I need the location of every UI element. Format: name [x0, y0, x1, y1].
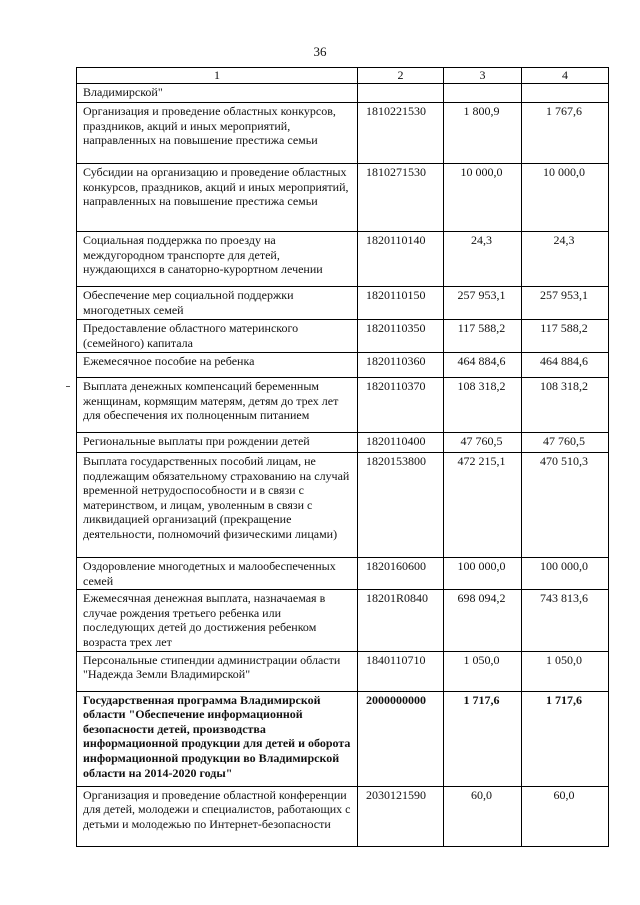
row-value-col4: 470 510,3 [522, 453, 609, 558]
row-description: Персональные стипендии администрации области "Надежда Земли Владимирской" [77, 651, 358, 691]
row-value-col3: 60,0 [444, 786, 522, 846]
row-code: 1820110400 [358, 433, 444, 453]
row-value-col3 [444, 84, 522, 103]
table-row [77, 558, 609, 590]
row-value-col3: 100 000,0 [444, 558, 522, 590]
row-code: 2030121590 [358, 786, 444, 846]
row-value-col3: 1 050,0 [444, 651, 522, 691]
column-header-2: 2 [358, 68, 444, 84]
page-number: 36 [313, 44, 327, 59]
column-header-4: 4 [522, 68, 609, 84]
row-value-col4: 100 000,0 [522, 558, 609, 590]
row-value-col3: 24,3 [444, 232, 522, 287]
table-row [77, 378, 609, 433]
row-description: Организация и проведение областных конкурсов, праздников, акций и иных мероприятий, направленных на повышение престижа семьи [77, 103, 358, 164]
row-code: 1820110140 [358, 232, 444, 287]
budget-table [76, 67, 609, 847]
row-value-col4: 10 000,0 [522, 164, 609, 232]
row-value-col3: 47 760,5 [444, 433, 522, 453]
row-description: Ежемесячное пособие на ребенка [77, 353, 358, 378]
row-code: 1810221530 [358, 103, 444, 164]
table-row [77, 232, 609, 287]
table-row [77, 164, 609, 232]
row-description: Организация и проведение областной конференции для детей, молодежи и специалистов, работающих с детьми и молодежью по Интернет-безопасности [77, 786, 358, 846]
row-description: Оздоровление многодетных и малообеспеченных семей [77, 558, 358, 590]
table-row [77, 287, 609, 320]
row-description: Государственная программа Владимирской области "Обеспечение информационной безопасности детей, производства информационной продукции для детей и оборота информационной продукции во Владимирской области на 2014-2020 годы" [77, 691, 358, 786]
row-description: Социальная поддержка по проезду на междугородном транспорте для детей, нуждающихся в санаторно-курортном лечении [77, 232, 358, 287]
row-code: 1810271530 [358, 164, 444, 232]
row-value-col3: 1 717,6 [444, 691, 522, 786]
row-value-col4: 743 813,6 [522, 590, 609, 651]
row-description: Предоставление областного материнского (семейного) капитала [77, 320, 358, 353]
row-value-col3: 10 000,0 [444, 164, 522, 232]
row-code: 1820153800 [358, 453, 444, 558]
table-row [77, 353, 609, 378]
row-value-col3: 472 215,1 [444, 453, 522, 558]
row-value-col4: 464 884,6 [522, 353, 609, 378]
row-description: Выплата денежных компенсаций беременным женщинам, кормящим матерям, детям до трех лет для обеспечения их полноценным питанием [77, 378, 358, 433]
row-code: 18201R0840 [358, 590, 444, 651]
table-row [77, 691, 609, 786]
table-row [77, 786, 609, 846]
table-row [77, 320, 609, 353]
row-description: Региональные выплаты при рождении детей [77, 433, 358, 453]
row-code: 2000000000 [358, 691, 444, 786]
row-value-col3: 108 318,2 [444, 378, 522, 433]
row-value-col3: 257 953,1 [444, 287, 522, 320]
table-row [77, 433, 609, 453]
row-value-col3: 117 588,2 [444, 320, 522, 353]
row-description: Обеспечение мер социальной поддержки многодетных семей [77, 287, 358, 320]
row-value-col4: 24,3 [522, 232, 609, 287]
row-code: 1820110370 [358, 378, 444, 433]
row-value-col3: 698 094,2 [444, 590, 522, 651]
table-body [77, 84, 609, 847]
row-value-col4: 117 588,2 [522, 320, 609, 353]
table-row [77, 103, 609, 164]
table-header-row [77, 68, 609, 84]
margin-tick-mark [66, 386, 70, 387]
row-value-col4: 47 760,5 [522, 433, 609, 453]
table-row [77, 84, 609, 103]
row-code: 1840110710 [358, 651, 444, 691]
row-code: 1820110360 [358, 353, 444, 378]
row-value-col4: 1 767,6 [522, 103, 609, 164]
row-code: 1820160600 [358, 558, 444, 590]
table-row [77, 590, 609, 651]
row-value-col4: 60,0 [522, 786, 609, 846]
row-value-col4: 1 050,0 [522, 651, 609, 691]
row-description: Субсидии на организацию и проведение областных конкурсов, праздников, акций и иных мероприятий, направленных на повышение престижа семьи [77, 164, 358, 232]
column-header-1: 1 [77, 68, 358, 84]
row-value-col4: 257 953,1 [522, 287, 609, 320]
column-header-3: 3 [444, 68, 522, 84]
row-value-col4: 108 318,2 [522, 378, 609, 433]
row-description: Выплата государственных пособий лицам, не подлежащим обязательному страхованию на случай временной нетрудоспособности и в связи с материнством, и лицам, уволенным в связи с ликвидацией организаций (прекращение деятельности, полномочий физическими лицами) [77, 453, 358, 558]
table-row [77, 453, 609, 558]
table-row [77, 651, 609, 691]
row-value-col4: 1 717,6 [522, 691, 609, 786]
row-value-col4 [522, 84, 609, 103]
row-code: 1820110150 [358, 287, 444, 320]
row-value-col3: 464 884,6 [444, 353, 522, 378]
row-code [358, 84, 444, 103]
row-code: 1820110350 [358, 320, 444, 353]
row-description: Владимирской" [77, 84, 358, 103]
row-value-col3: 1 800,9 [444, 103, 522, 164]
row-description: Ежемесячная денежная выплата, назначаемая в случае рождения третьего ребенка или последующих детей до достижения ребенком возраста трех лет [77, 590, 358, 651]
